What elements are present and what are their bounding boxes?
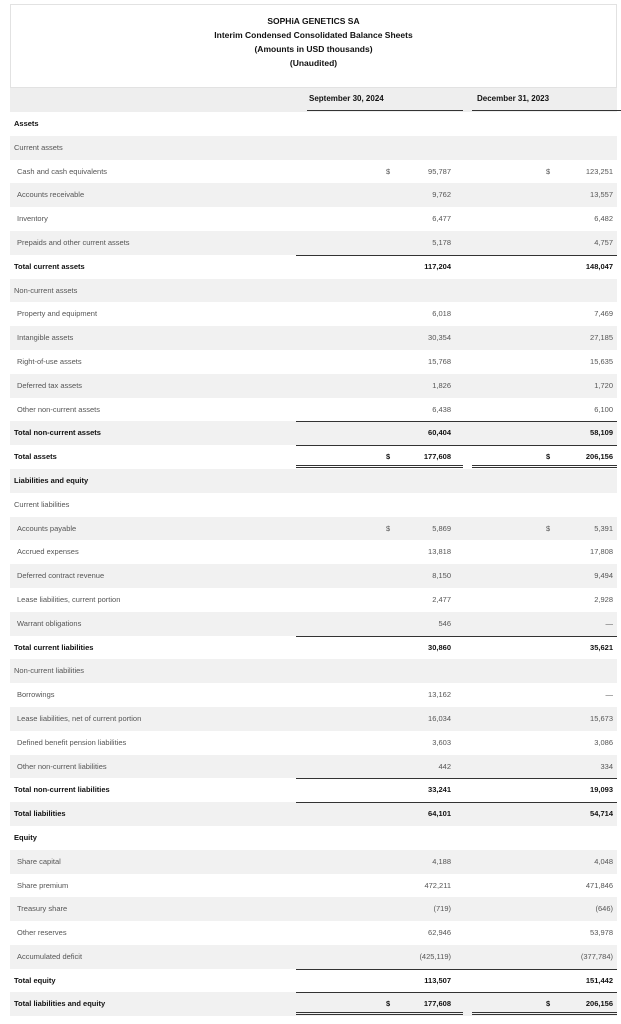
column-header-current: September 30, 2024 [309,94,384,103]
subtotal-rule-prior [462,992,617,993]
table-row [10,231,617,255]
row-label: Total liabilities [14,809,66,819]
value-prior: 5,391 [594,523,613,533]
subtotal-rule-prior [462,421,617,422]
value-prior: 35,621 [590,642,613,652]
subtotal-rule-current [296,636,463,637]
table-row [10,659,617,683]
row-label: Non-current liabilities [14,666,85,676]
value-current: 95,787 [428,166,451,176]
subtotal-rule-prior [462,802,617,803]
value-current: 472,211 [424,880,451,890]
value-prior: 13,557 [590,190,613,200]
value-prior: 54,714 [590,809,613,819]
value-prior: 4,048 [594,856,613,866]
row-label: Accrued expenses [17,547,79,557]
currency-symbol-current: $ [386,452,391,462]
value-current: 6,438 [432,404,451,414]
row-label: Total current assets [14,261,85,271]
value-current: 2,477 [432,594,451,604]
row-label: Total equity [14,975,56,985]
value-prior: 334 [600,761,613,771]
value-prior: 2,928 [594,594,613,604]
value-prior: 53,978 [590,928,613,938]
value-current: 33,241 [428,785,451,795]
column-underline-prior [472,110,621,111]
table-row [10,707,617,731]
value-current: 9,762 [432,190,451,200]
audit-note: (Unaudited) [289,58,338,68]
value-prior: — [605,618,613,628]
value-prior: 15,673 [590,713,613,723]
row-label: Cash and cash equivalents [17,166,108,176]
row-label: Defined benefit pension liabilities [17,737,127,747]
row-label: Total non-current assets [14,428,101,438]
currency-symbol-current: $ [386,999,391,1009]
value-current: 6,018 [432,309,451,319]
value-current: 13,162 [428,690,451,700]
row-label: Inventory [17,214,48,224]
subtotal-rule-current [296,778,463,779]
value-prior: 9,494 [594,571,613,581]
double-rule-prior [472,1012,617,1015]
currency-symbol-prior: $ [546,523,551,533]
table-row [10,398,617,422]
table-row [10,921,617,945]
currency-symbol-prior: $ [546,452,551,462]
subtotal-rule-current [296,969,463,970]
column-underline-current [307,110,463,111]
row-label: Other non-current assets [17,404,100,414]
value-current: 4,188 [432,856,451,866]
row-label: Accounts receivable [17,190,85,200]
double-rule-current [296,465,463,468]
row-label: Share premium [17,880,69,890]
value-current: 442 [438,761,451,771]
table-row [10,183,617,207]
value-current: (719) [433,904,451,914]
row-label: Other reserves [17,928,67,938]
row-label: Liabilities and equity [14,475,89,485]
table-row [10,112,617,136]
value-current: 30,860 [428,642,451,652]
row-label: Deferred contract revenue [17,571,105,581]
row-label: Lease liabilities, current portion [17,594,121,604]
table-row [10,160,617,184]
value-current: (425,119) [419,951,451,961]
row-label: Assets [14,119,39,128]
value-prior: 206,156 [585,999,613,1009]
row-label: Right-of-use assets [17,356,82,366]
table-row [10,445,617,469]
row-label: Current liabilities [14,499,70,509]
row-label: Accumulated deficit [17,951,83,961]
table-row [10,992,617,1016]
table-row [10,731,617,755]
row-label: Warrant obligations [17,618,82,628]
value-prior: 206,156 [585,452,613,462]
row-label: Property and equipment [17,309,98,319]
table-row [10,874,617,898]
value-prior: 1,720 [594,380,613,390]
value-current: 6,477 [432,214,451,224]
value-prior: 123,251 [585,166,613,176]
value-prior: 4,757 [594,237,613,247]
currency-symbol-prior: $ [546,999,551,1009]
table-row [10,778,617,802]
value-prior: 151,442 [585,975,613,985]
row-label: Current assets [14,142,63,152]
value-current: 177,608 [423,999,451,1009]
value-current: 13,818 [428,547,451,557]
table-row [10,279,617,303]
value-prior: 3,086 [594,737,613,747]
subtotal-rule-current [296,992,463,993]
value-prior: 17,808 [590,547,613,557]
subtotal-rule-prior [462,969,617,970]
value-current: 177,608 [423,452,451,462]
row-label: Accounts payable [17,523,77,533]
table-row [10,493,617,517]
value-current: 546 [438,618,451,628]
row-label: Lease liabilities, net of current portion [17,713,142,723]
value-current: 16,034 [428,713,451,723]
column-header-prior: December 31, 2023 [477,94,550,103]
value-prior: 15,635 [590,356,613,366]
value-current: 117,204 [424,261,451,271]
table-row [10,850,617,874]
value-prior: 471,846 [585,880,613,890]
value-current: 60,404 [428,428,451,438]
table-row [10,564,617,588]
value-prior: — [605,690,613,700]
value-current: 1,826 [432,380,451,390]
row-label: Deferred tax assets [17,380,83,390]
value-current: 5,178 [432,237,451,247]
double-rule-prior [472,465,617,468]
value-prior: (646) [595,904,613,914]
value-prior: 27,185 [590,333,613,343]
row-label: Prepaids and other current assets [17,237,130,247]
row-label: Treasury share [17,904,68,914]
row-label: Total liabilities and equity [14,999,106,1009]
subtotal-rule-prior [462,445,617,446]
table-row [10,969,617,993]
balance-sheet-table [10,112,617,1016]
units-note: (Amounts in USD thousands) [254,44,373,54]
value-current: 113,507 [424,975,451,985]
row-label: Other non-current liabilities [17,761,107,771]
row-label: Share capital [17,856,61,866]
table-row [10,945,617,969]
row-label: Total non-current liabilities [14,785,110,795]
row-label: Total assets [14,452,57,462]
table-row [10,302,617,326]
table-row [10,207,617,231]
subtotal-rule-prior [462,778,617,779]
double-rule-current [296,1012,463,1015]
table-row [10,421,617,445]
value-prior: (377,784) [580,951,613,961]
subtotal-rule-prior [462,255,617,256]
table-row [10,826,617,850]
value-prior: 6,100 [594,404,613,414]
statement-title: Interim Condensed Consolidated Balance Sheets [214,30,413,40]
row-label: Non-current assets [14,285,78,295]
value-prior: 7,469 [594,309,613,319]
subtotal-rule-current [296,421,463,422]
currency-symbol-prior: $ [546,166,551,176]
row-label: Intangible assets [17,333,74,343]
value-prior: 58,109 [590,428,613,438]
table-row [10,374,617,398]
subtotal-rule-current [296,802,463,803]
subtotal-rule-current [296,255,463,256]
table-row [10,469,617,493]
value-current: 3,603 [432,737,451,747]
currency-symbol-current: $ [386,166,391,176]
table-row [10,326,617,350]
value-current: 62,946 [428,928,451,938]
table-row [10,897,617,921]
value-current: 30,354 [428,333,451,343]
table-row [10,517,617,541]
table-row [10,588,617,612]
table-row [10,755,617,779]
table-row [10,683,617,707]
row-label: Equity [14,832,37,842]
value-current: 15,768 [428,356,451,366]
value-prior: 148,047 [585,261,613,271]
currency-symbol-current: $ [386,523,391,533]
company-name: SOPHiA GENETICS SA [267,16,360,26]
value-current: 64,101 [428,809,451,819]
table-row [10,612,617,636]
table-row [10,350,617,374]
subtotal-rule-prior [462,636,617,637]
row-label: Borrowings [17,690,55,700]
value-prior: 6,482 [594,214,613,224]
table-row [10,802,617,826]
value-current: 5,869 [432,523,451,533]
column-header-row [10,88,617,112]
table-row [10,636,617,660]
value-prior: 19,093 [590,785,613,795]
value-current: 8,150 [432,571,451,581]
table-row [10,255,617,279]
subtotal-rule-current [296,445,463,446]
statement-header [10,4,617,88]
table-row [10,136,617,160]
table-row [10,540,617,564]
row-label: Total current liabilities [14,642,94,652]
